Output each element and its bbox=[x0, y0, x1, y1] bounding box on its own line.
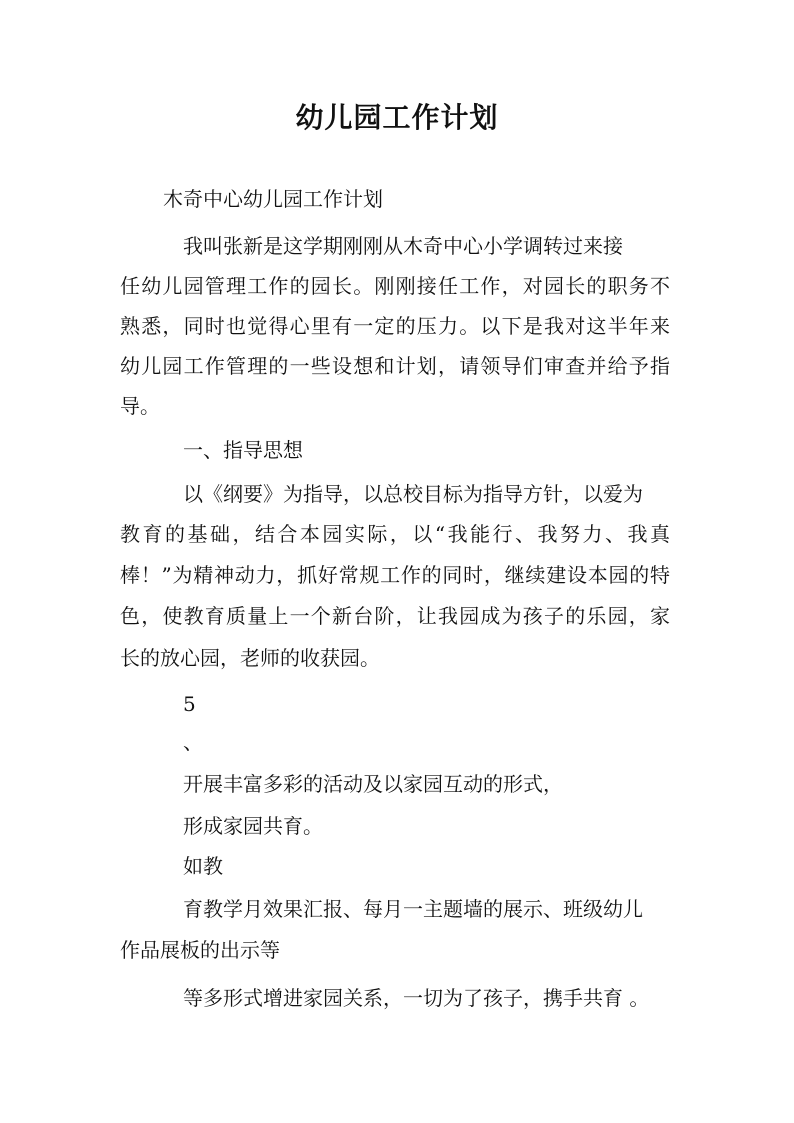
section-line-1: 以《纲要》为指导，以总校目标为指导方针，以爱为 bbox=[183, 482, 643, 506]
section-line-5: 长的放心园，老师的收获园。 bbox=[120, 646, 380, 670]
item-line-1: 开展丰富多彩的活动及以家园互动的形式， bbox=[183, 772, 563, 796]
section-line-2: 教育的基础，结合本园实际，以“我能行、我努力、我真 bbox=[120, 522, 670, 546]
item-line-3: 如教 bbox=[183, 854, 223, 878]
item-number: 5 bbox=[183, 692, 196, 716]
item-line-2: 形成家园共育。 bbox=[183, 814, 323, 838]
item-line-4: 育教学月效果汇报、每月一主题墙的展示、班级幼儿 bbox=[183, 897, 643, 921]
item-line-6: 等多形式增进家园关系，一切为了孩子，携手共育 。 bbox=[183, 986, 650, 1010]
intro-line-2: 任幼儿园管理工作的园长。刚刚接任工作，对园长的职务不 bbox=[120, 274, 670, 298]
intro-line-4: 幼儿园工作管理的一些设想和计划，请领导们审查并给予指 bbox=[120, 354, 670, 378]
section-line-3: 棒！”为精神动力，抓好常规工作的同时，继续建设本园的特 bbox=[120, 563, 670, 587]
section-line-4: 色，使教育质量上一个新台阶，让我园成为孩子的乐园，家 bbox=[120, 604, 670, 628]
document-title: 幼儿园工作计划 bbox=[295, 101, 499, 134]
intro-line-3: 熟悉，同时也觉得心里有一定的压力。以下是我对这半年来 bbox=[120, 314, 670, 338]
section-heading: 一、指导思想 bbox=[183, 438, 303, 462]
intro-line-5: 导。 bbox=[120, 394, 160, 418]
item-line-5: 作品展板的出示等 bbox=[120, 938, 280, 962]
item-separator: 、 bbox=[183, 730, 203, 754]
document-subtitle: 木奇中心幼儿园工作计划 bbox=[163, 187, 383, 211]
intro-line-1: 我叫张新是这学期刚刚从木奇中心小学调转过来接 bbox=[183, 234, 623, 258]
